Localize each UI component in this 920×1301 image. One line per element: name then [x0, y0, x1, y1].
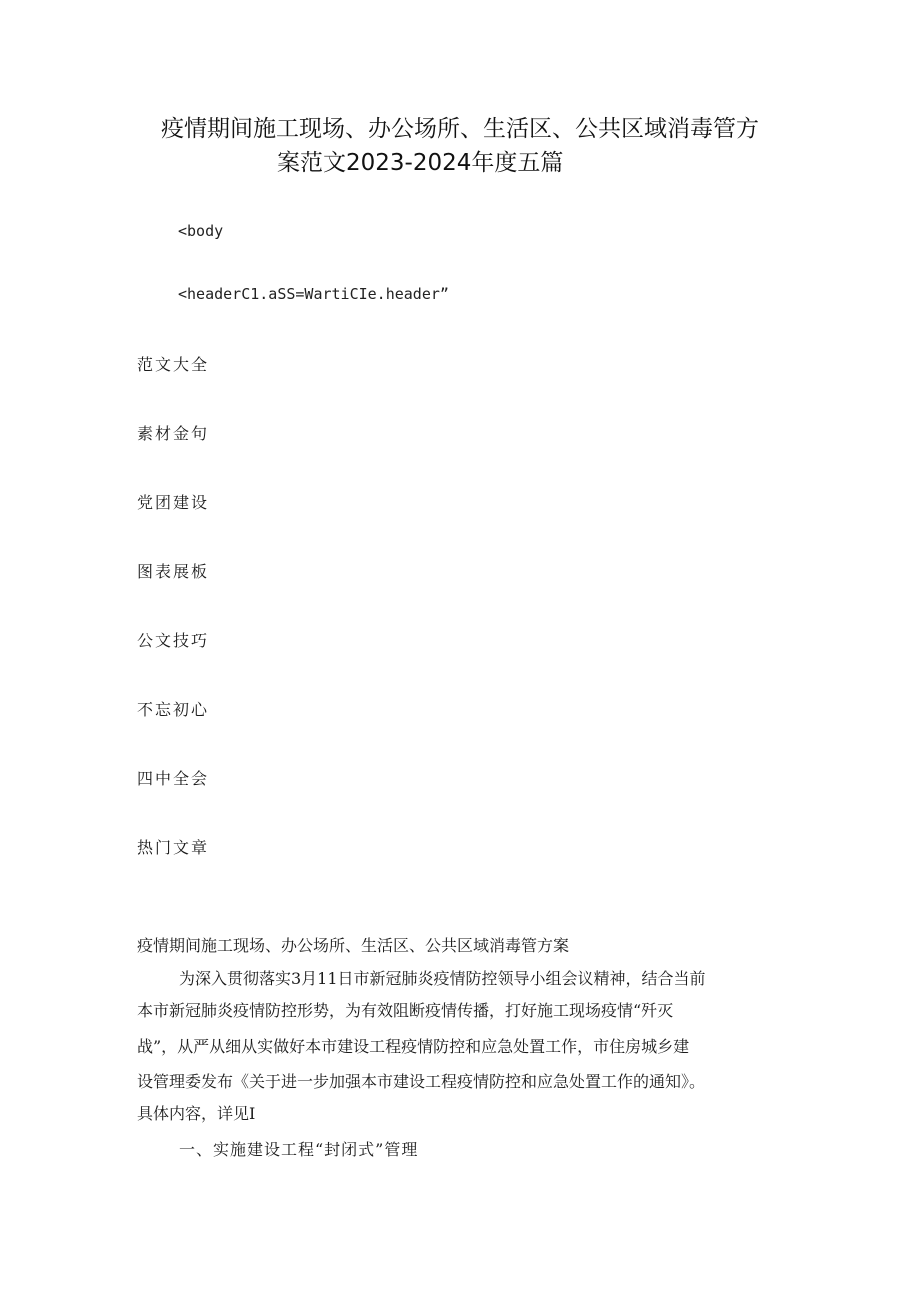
paragraph-line-2: 本市新冠肺炎疫情防控形势，为有效阻断疫情传播，打好施工现场疫情“歼灭 — [137, 1001, 674, 1020]
code-line-body: <body — [178, 222, 224, 240]
paragraph-line-3: 战”，从严从细从实做好本市建设工程疫情防控和应急处置工作，市住房城乡建 — [137, 1037, 690, 1056]
paragraph-line-5: 具体内容，详见I — [137, 1104, 256, 1123]
document-title-line-1: 疫情期间施工现场、办公场所、生活区、公共区域消毒管方 — [161, 116, 759, 142]
paragraph-line-4: 设管理委发布《关于进一步加强本市建设工程疫情防控和应急处置工作的通知》。 — [137, 1072, 706, 1091]
nav-item-dangtuan[interactable]: 党团建设 — [137, 493, 210, 512]
nav-item-sizhong[interactable]: 四中全会 — [137, 769, 210, 788]
section-heading-1: 一、实施建设工程“封闭式”管理 — [179, 1140, 419, 1159]
document-title-line-2: 案范文2023-2024年度五篇 — [277, 150, 564, 176]
nav-item-buwang[interactable]: 不忘初心 — [137, 700, 210, 719]
article-heading: 疫情期间施工现场、办公场所、生活区、公共区域消毒管方案 — [137, 936, 570, 955]
nav-item-gongwen[interactable]: 公文技巧 — [137, 631, 210, 650]
nav-item-remen[interactable]: 热门文章 — [137, 838, 210, 857]
nav-item-fanwen[interactable]: 范文大全 — [137, 355, 210, 374]
paragraph-line-1: 为深入贯彻落实3月11日市新冠肺炎疫情防控领导小组会议精神，结合当前 — [179, 969, 706, 988]
nav-item-sucai[interactable]: 素材金句 — [137, 424, 210, 443]
code-line-header: <headerC1.aSS=WartiCIe.header” — [178, 285, 449, 303]
nav-item-tubiao[interactable]: 图表展板 — [137, 562, 210, 581]
